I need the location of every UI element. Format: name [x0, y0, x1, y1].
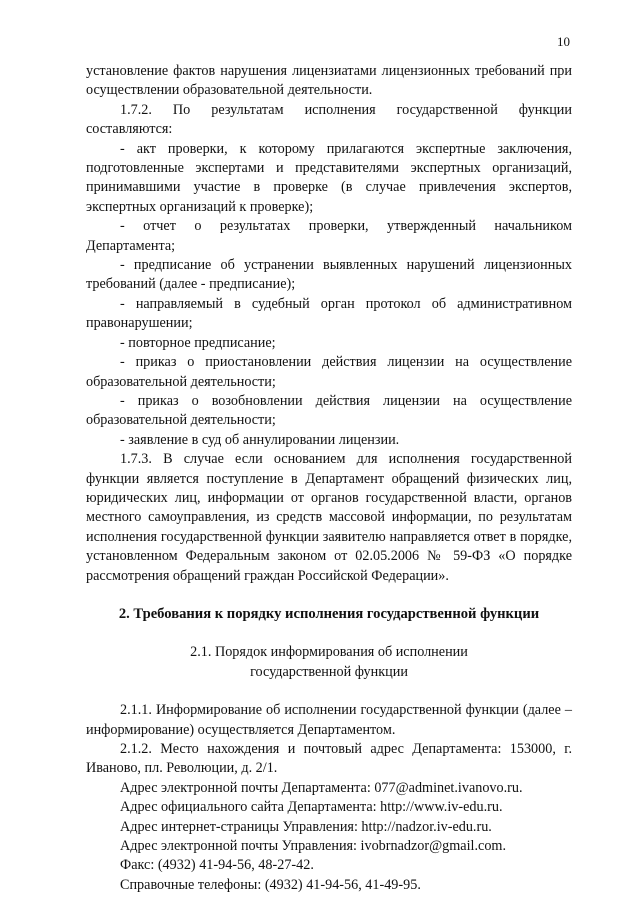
- contact-line: Адрес электронной почты Управления: ivobrnadzor@gmail.com.: [120, 838, 506, 855]
- subsection-2-1-heading: [86, 643, 572, 682]
- contact-line: Адрес электронной почты Департамента: 077@adminet.ivanovo.ru.: [120, 779, 523, 796]
- section-1-7-2-lead: 1.7.2. По результатам исполнения государственной функции составляются:: [86, 101, 572, 138]
- page-number: 10: [557, 34, 570, 49]
- paragraph-2-1-2: 2.1.2. Место нахождения и почтовый адрес Департамента: 153000, г. Иваново, пл. Революции, д. 2/1.: [86, 741, 572, 777]
- contact-line: Адрес официального сайта Департамента: http://www.iv-edu.ru.: [120, 799, 503, 816]
- subsection-heading-line: 2.1. Порядок информирования об исполнении: [190, 644, 468, 661]
- contact-line: Адрес интернет-страницы Управления: http://nadzor.iv-edu.ru.: [120, 818, 492, 835]
- document-body: [86, 62, 572, 895]
- contact-line: Справочные телефоны: (4932) 41-94-56, 41-49-95.: [120, 876, 421, 893]
- section-1-7-3: 1.7.3. В случае если основанием для исполнения государственной функции является поступление в Департамент обращений физических лиц, юридических лиц, информации от органов государственной власти, органов местного самоуправления, из средств массовой информации, по результатам исполнения государственной функции заявителю направляется ответ в порядке, установленном Федеральным законом от 02.05.2006 № 59-ФЗ «О порядке рассмотрения обращений граждан Российской Федерации».: [86, 451, 572, 584]
- paragraph-2-1-1: 2.1.1. Информирование об исполнении государственной функции (далее – информирование) осуществляется Департаментом.: [86, 702, 572, 738]
- subsection-heading-line: государственной функции: [250, 663, 408, 680]
- list-item: - направляемый в судебный орган протокол об административном правонарушении;: [86, 295, 572, 332]
- list-item: - предписание об устранении выявленных нарушений лицензионных требований (далее - предписание);: [86, 257, 572, 293]
- intro-paragraph: установление фактов нарушения лицензиатами лицензионных требований при осуществлении образовательной деятельности.: [86, 63, 572, 99]
- list-item: - повторное предписание;: [120, 334, 276, 351]
- list-item: - приказ о возобновлении действия лицензии на осуществление образовательной деятельности;: [86, 392, 572, 429]
- contact-line: Факс: (4932) 41-94-56, 48-27-42.: [120, 857, 314, 874]
- list-item: - отчет о результатах проверки, утвержденный начальником Департамента;: [86, 218, 572, 254]
- list-item: - приказ о приостановлении действия лицензии на осуществление образовательной деятельности;: [86, 354, 572, 390]
- list-item: - заявление в суд об аннулировании лицензии.: [120, 431, 400, 448]
- chapter-2-heading: 2. Требования к порядку исполнения государственной функции: [118, 605, 540, 622]
- list-item: - акт проверки, к которому прилагаются экспертные заключения, подготовленные экспертами и представителями экспертных организаций, принимавшими участие в проверке (в случае привлечения экспертов, экспертных организаций к проверке);: [86, 140, 572, 215]
